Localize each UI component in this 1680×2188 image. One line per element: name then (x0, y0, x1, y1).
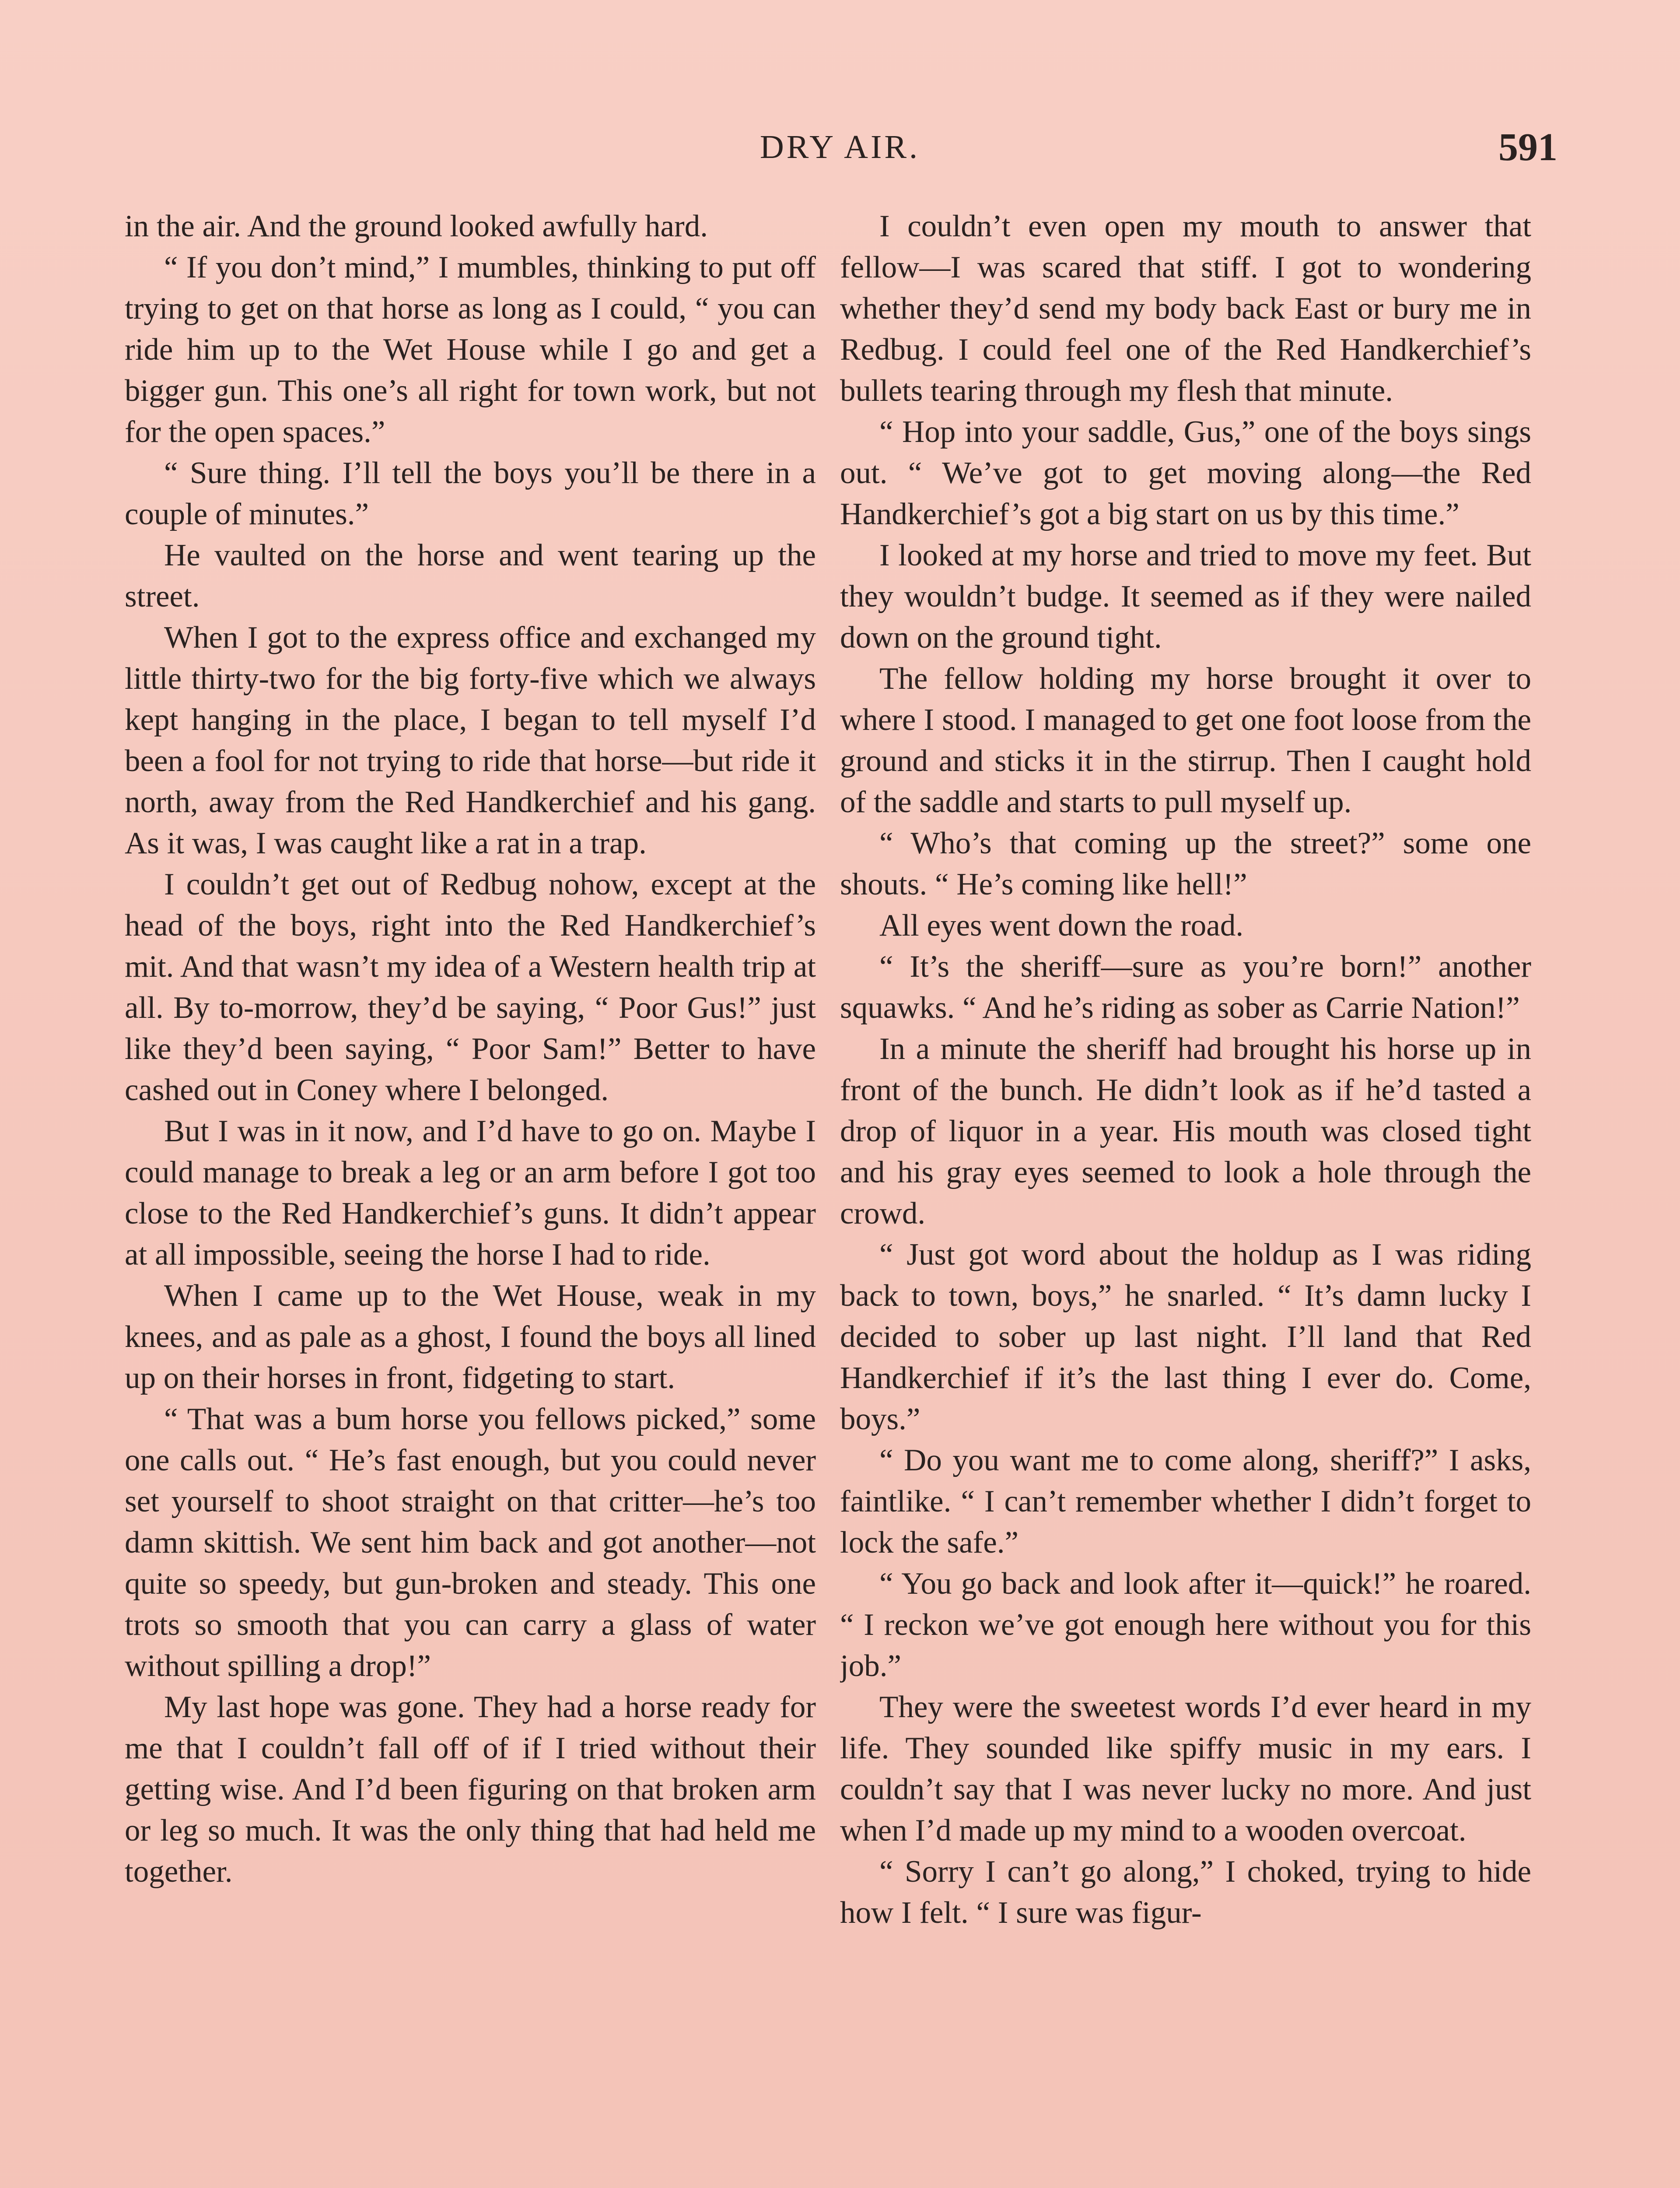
page-number: 591 (1498, 126, 1558, 169)
paragraph: They were the sweetest words I’d ever heard in my life. They sounded like spiffy music in my ears. I couldn’t say that I was never lucky no more. And just when I’d made up my mind to a wooden overcoat. (840, 1690, 1531, 1848)
right-column (840, 206, 1531, 2188)
paragraph: In a minute the sheriff had brought his horse up in front of the bunch. He didn’t look as if he’d tasted a drop of liquor in a year. His mouth was closed tight and his gray eyes seemed to look a hole through the crowd. (840, 1032, 1531, 1231)
paragraph: I couldn’t even open my mouth to answer that fellow—I was scared that stiff. I got to wondering whether they’d send my body back East or bury me in Redbug. I could feel one of the Red Handkerchief’s bullets tearing through my flesh that minute. (840, 209, 1531, 408)
paragraph: My last hope was gone. They had a horse ready for me that I couldn’t fall off of if I tried without their getting wise. And I’d been figuring on that broken arm or leg so much. It was the only thing that had held me together. (125, 1690, 816, 1889)
paragraph: I looked at my horse and tried to move my feet. But they wouldn’t budge. It seemed as if they were nailed down on the ground tight. (840, 538, 1531, 655)
paragraph: “ If you don’t mind,” I mumbles, thinking to put off trying to get on that horse as long as I could, “ you can ride him up to the Wet House while I go and get a bigger gun. This one’s all right for town work, but not for the open spaces.” (125, 250, 816, 449)
running-head: DRY AIR. (760, 129, 920, 165)
paragraph: When I came up to the Wet House, weak in my knees, and as pale as a ghost, I found the boys all lined up on their horses in front, fidgeting to start. (125, 1279, 816, 1395)
paragraph: “ You go back and look after it—quick!” he roared. “ I reckon we’ve got enough here without you for this job.” (840, 1567, 1531, 1683)
paragraph: “ Do you want me to come along, sheriff?” I asks, faintlike. “ I can’t remember whether I didn’t forget to lock the safe.” (840, 1443, 1531, 1560)
paragraph: He vaulted on the horse and went tearing up the street. (125, 538, 816, 614)
page-header (122, 125, 1558, 173)
paragraph: “ Sure thing. I’ll tell the boys you’ll be there in a couple of minutes.” (125, 456, 816, 531)
paragraph: I couldn’t get out of Redbug nohow, except at the head of the boys, right into the Red Handkerchief’s mit. And that wasn’t my idea of a Western health trip at all. By to-morrow, they’d be saying, “ Poor Gus!” just like they’d been saying, “ Poor Sam!” Better to have cashed out in Coney where I belonged. (125, 867, 816, 1107)
left-column (125, 206, 816, 2188)
paragraph: “ Just got word about the holdup as I was riding back to town, boys,” he snarled. “ It’s damn lucky I decided to sober up last night. I’ll land that Red Handkerchief if it’s the last thing I ever do. Come, boys.” (840, 1238, 1531, 1436)
paragraph: “ It’s the sheriff—sure as you’re born!” another squawks. “ And he’s riding as sober as Carrie Nation!” (840, 950, 1531, 1025)
paragraph: in the air. And the ground looked awfully hard. (125, 209, 708, 243)
paragraph: “ That was a bum horse you fellows picked,” some one calls out. “ He’s fast enough, but you could never set yourself to shoot straight on that critter—he’s too damn skittish. We sent him back and got another—not quite so speedy, but gun-broken and steady. This one trots so smooth that you can carry a glass of water without spilling a drop!” (125, 1402, 816, 1683)
paragraph: “ Sorry I can’t go along,” I choked, trying to hide how I felt. “ I sure was figur- (840, 1855, 1531, 1930)
paragraph: “ Hop into your saddle, Gus,” one of the boys sings out. “ We’ve got to get moving along—the Red Handkerchief’s got a big start on us by this time.” (840, 415, 1531, 531)
paragraph: But I was in it now, and I’d have to go on. Maybe I could manage to break a leg or an arm before I got too close to the Red Handkerchief’s guns. It didn’t appear at all impossible, seeing the horse I had to ride. (125, 1114, 816, 1272)
paragraph: The fellow holding my horse brought it over to where I stood. I managed to get one foot loose from the ground and sticks it in the stirrup. Then I caught hold of the saddle and starts to pull myself up. (840, 662, 1531, 819)
paragraph: When I got to the express office and exchanged my little thirty-two for the big forty-five which we always kept hanging in the place, I began to tell myself I’d been a fool for not trying to ride that horse—but ride it north, away from the Red Handkerchief and his gang. As it was, I was caught like a rat in a trap. (125, 621, 816, 860)
paragraph: “ Who’s that coming up the street?” some one shouts. “ He’s coming like hell!” (840, 826, 1531, 901)
paragraph: All eyes went down the road. (879, 908, 1244, 943)
